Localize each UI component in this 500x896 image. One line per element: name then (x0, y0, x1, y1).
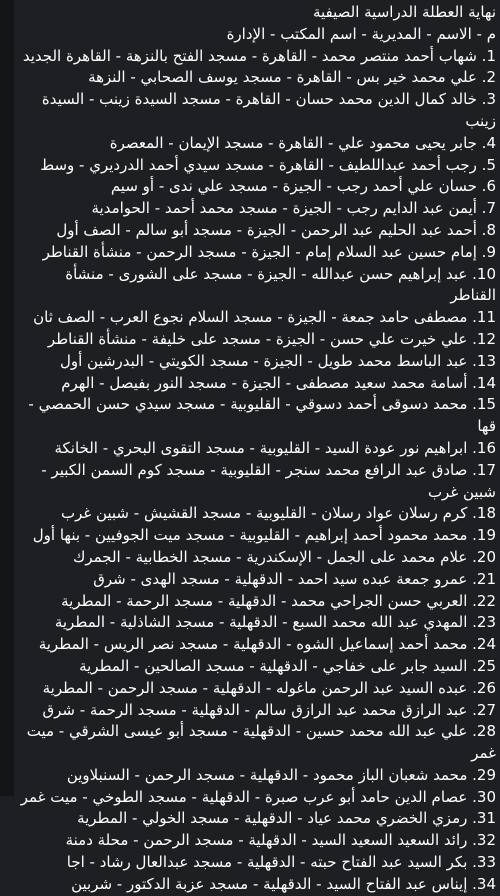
list-item: 6. حسان علي أحمد رجب - الجيزة - مسجد علي ندى - أو سيم (110, 177, 496, 196)
list-item: 19. محمد محمود أحمد إبراهيم - القليوبية - مسجد ميت الجوفيين - بنها أول (32, 526, 496, 545)
list-item: 22. العربي حسن الجراحي محمد - الدقهلية - مسجد الرحمة - المطرية (61, 591, 496, 610)
list-item: 27. عبد الرازق محمد عبد الرازق سالم - الدقهلية - مسجد الرحمة - شرق (42, 700, 496, 719)
list-item: 4. جابر يحيى محمود علي - القاهرة - مسجد الإيمان - المعصرة (109, 133, 496, 152)
list-item: 23. المهدي عبد الله محمد السبع - الدقهلية - مسجد الشاذلية - المطرية (54, 613, 496, 632)
list-item: 21. عمرو جمعة عبده سيد احمد - الدقهلية - مسجد الهدى - شرق (93, 569, 496, 588)
list-item: 5. رجب أحمد عبداللطيف - القاهرة - مسجد سيدي أحمد الدرديري - وسط (40, 155, 496, 174)
list-item: 33. بكر السيد عبد الفتاح حبته - الدقهلية - مسجد عبدالعال رشاد - اجا (66, 853, 496, 872)
list-item: 26. عبده السيد عبد الرحمن ماغوله - الدقهلية - مسجد الرحمن - المطرية (42, 678, 496, 697)
list-item: 9. إمام حسين عبد السلام إمام - الجيزة - مسجد الرحمن - منشأة القناطر (42, 242, 496, 261)
list-item: 14. أسامة محمد سعيد مصطفى - الجيزة - مسجد النور بفيصل - الهرم (61, 373, 496, 392)
list-item: 20. علام محمد على الجمل - الإسكندرية - مسجد الخطابية - الجمرك (72, 547, 496, 566)
list-item: 24. محمد أحمد إسماعيل الشوه - الدقهلية - مسجد نصر الريس - المطرية (38, 635, 496, 654)
list-item: 10. عبد إبراهيم حسن عبدالله - الجيزة - مسجد على الشورى - منشأة القناطر (65, 264, 496, 305)
list-item: 31. رمزي الخضري محمد عياد - الدقهلية - مسجد الخولي - المطرية (77, 809, 496, 828)
list-item: 15. محمد دسوقى أحمد دسوقي - القليوبية - مسجد سيدي حسن الحمصي - قها (28, 395, 496, 436)
list-item: 25. السيد جابر على خفاجي - الدقهلية - مسجد الصالحين - المطرية (79, 656, 496, 675)
list-item: 2. علي محمد خير بس - القاهرة - مسجد يوسف الصحابي - النزهة (88, 68, 496, 87)
list-item: 18. كرم رسلان عواد رسلان - القليوبية - مسجد القشيش - شبين غرب (60, 504, 496, 523)
chat-side-strip (0, 0, 14, 796)
list-item: 1. شهاب أحمد منتصر محمد - القاهرة - مسجد الفتح بالنزهة - القاهرة الجديد (22, 46, 496, 65)
list-item: 3. خالد كمال الدين محمد حسان - القاهرة - مسجد السيدة زينب - السيدة زينب (41, 90, 496, 130)
list-item: 11. مصطفى حامد جمعة - الجيزة - مسجد السلام نجوع العرب - الصف ثان (33, 308, 496, 327)
list-item: 34. إيناس عبد الفتاح السيد - الدقهلية - مسجد عزبة الدكتور - شربين (71, 874, 496, 893)
list-item: 12. علي خيرت علي حسن - الجيزة - مسجد على خليفة - منشأة القناطر (47, 329, 496, 348)
list-item: 29. محمد شعبان الباز محمود - الدقهلية - مسجد الرحمن - السنبلاوين (66, 765, 496, 784)
list-item: 17. صادق عبد الرافع محمد سنجر - القليوبية - مسجد كوم السمن الكبير - شبين غرب (41, 460, 496, 501)
chat-message[interactable] (18, 2, 500, 893)
list-header: م - الاسم - المديرية - اسم المكتب - الإدارة (226, 24, 496, 43)
imam-list (18, 24, 500, 896)
list-item: 13. عبد الباسط محمد طويل - الجيزة - مسجد الكويتي - البدرشين أول (59, 351, 496, 370)
list-item: 30. عصام الدين حامد أبو عرب صبرة - الدقهلية - مسجد الطوخي - ميت غمر (20, 787, 496, 806)
list-item: 28. علي عبد الله محمد حسين - الدقهلية - مسجد أبو عيسى الشرقي - ميت غمر (26, 722, 496, 763)
list-item: 7. أيمن عبد الدايم رجب - الجيزة - مسجد محمد أحمد - الحوامدية (91, 199, 496, 218)
list-item: 8. أحمد عبد الحليم عبد الرحمن - الجيزة - مسجد أبو سالم - الصف أول (56, 220, 496, 239)
list-item: 32. رائد السعيد السعيد السيد - الدقهلية - مسجد الرحمن - محلة دمنة (65, 831, 496, 850)
list-item: 16. ابراهيم نور عودة السيد - القليوبية - مسجد التقوى البحري - الخانكة (54, 438, 496, 457)
message-title: نهاية العطلة الدراسية الصيفية (312, 3, 496, 21)
